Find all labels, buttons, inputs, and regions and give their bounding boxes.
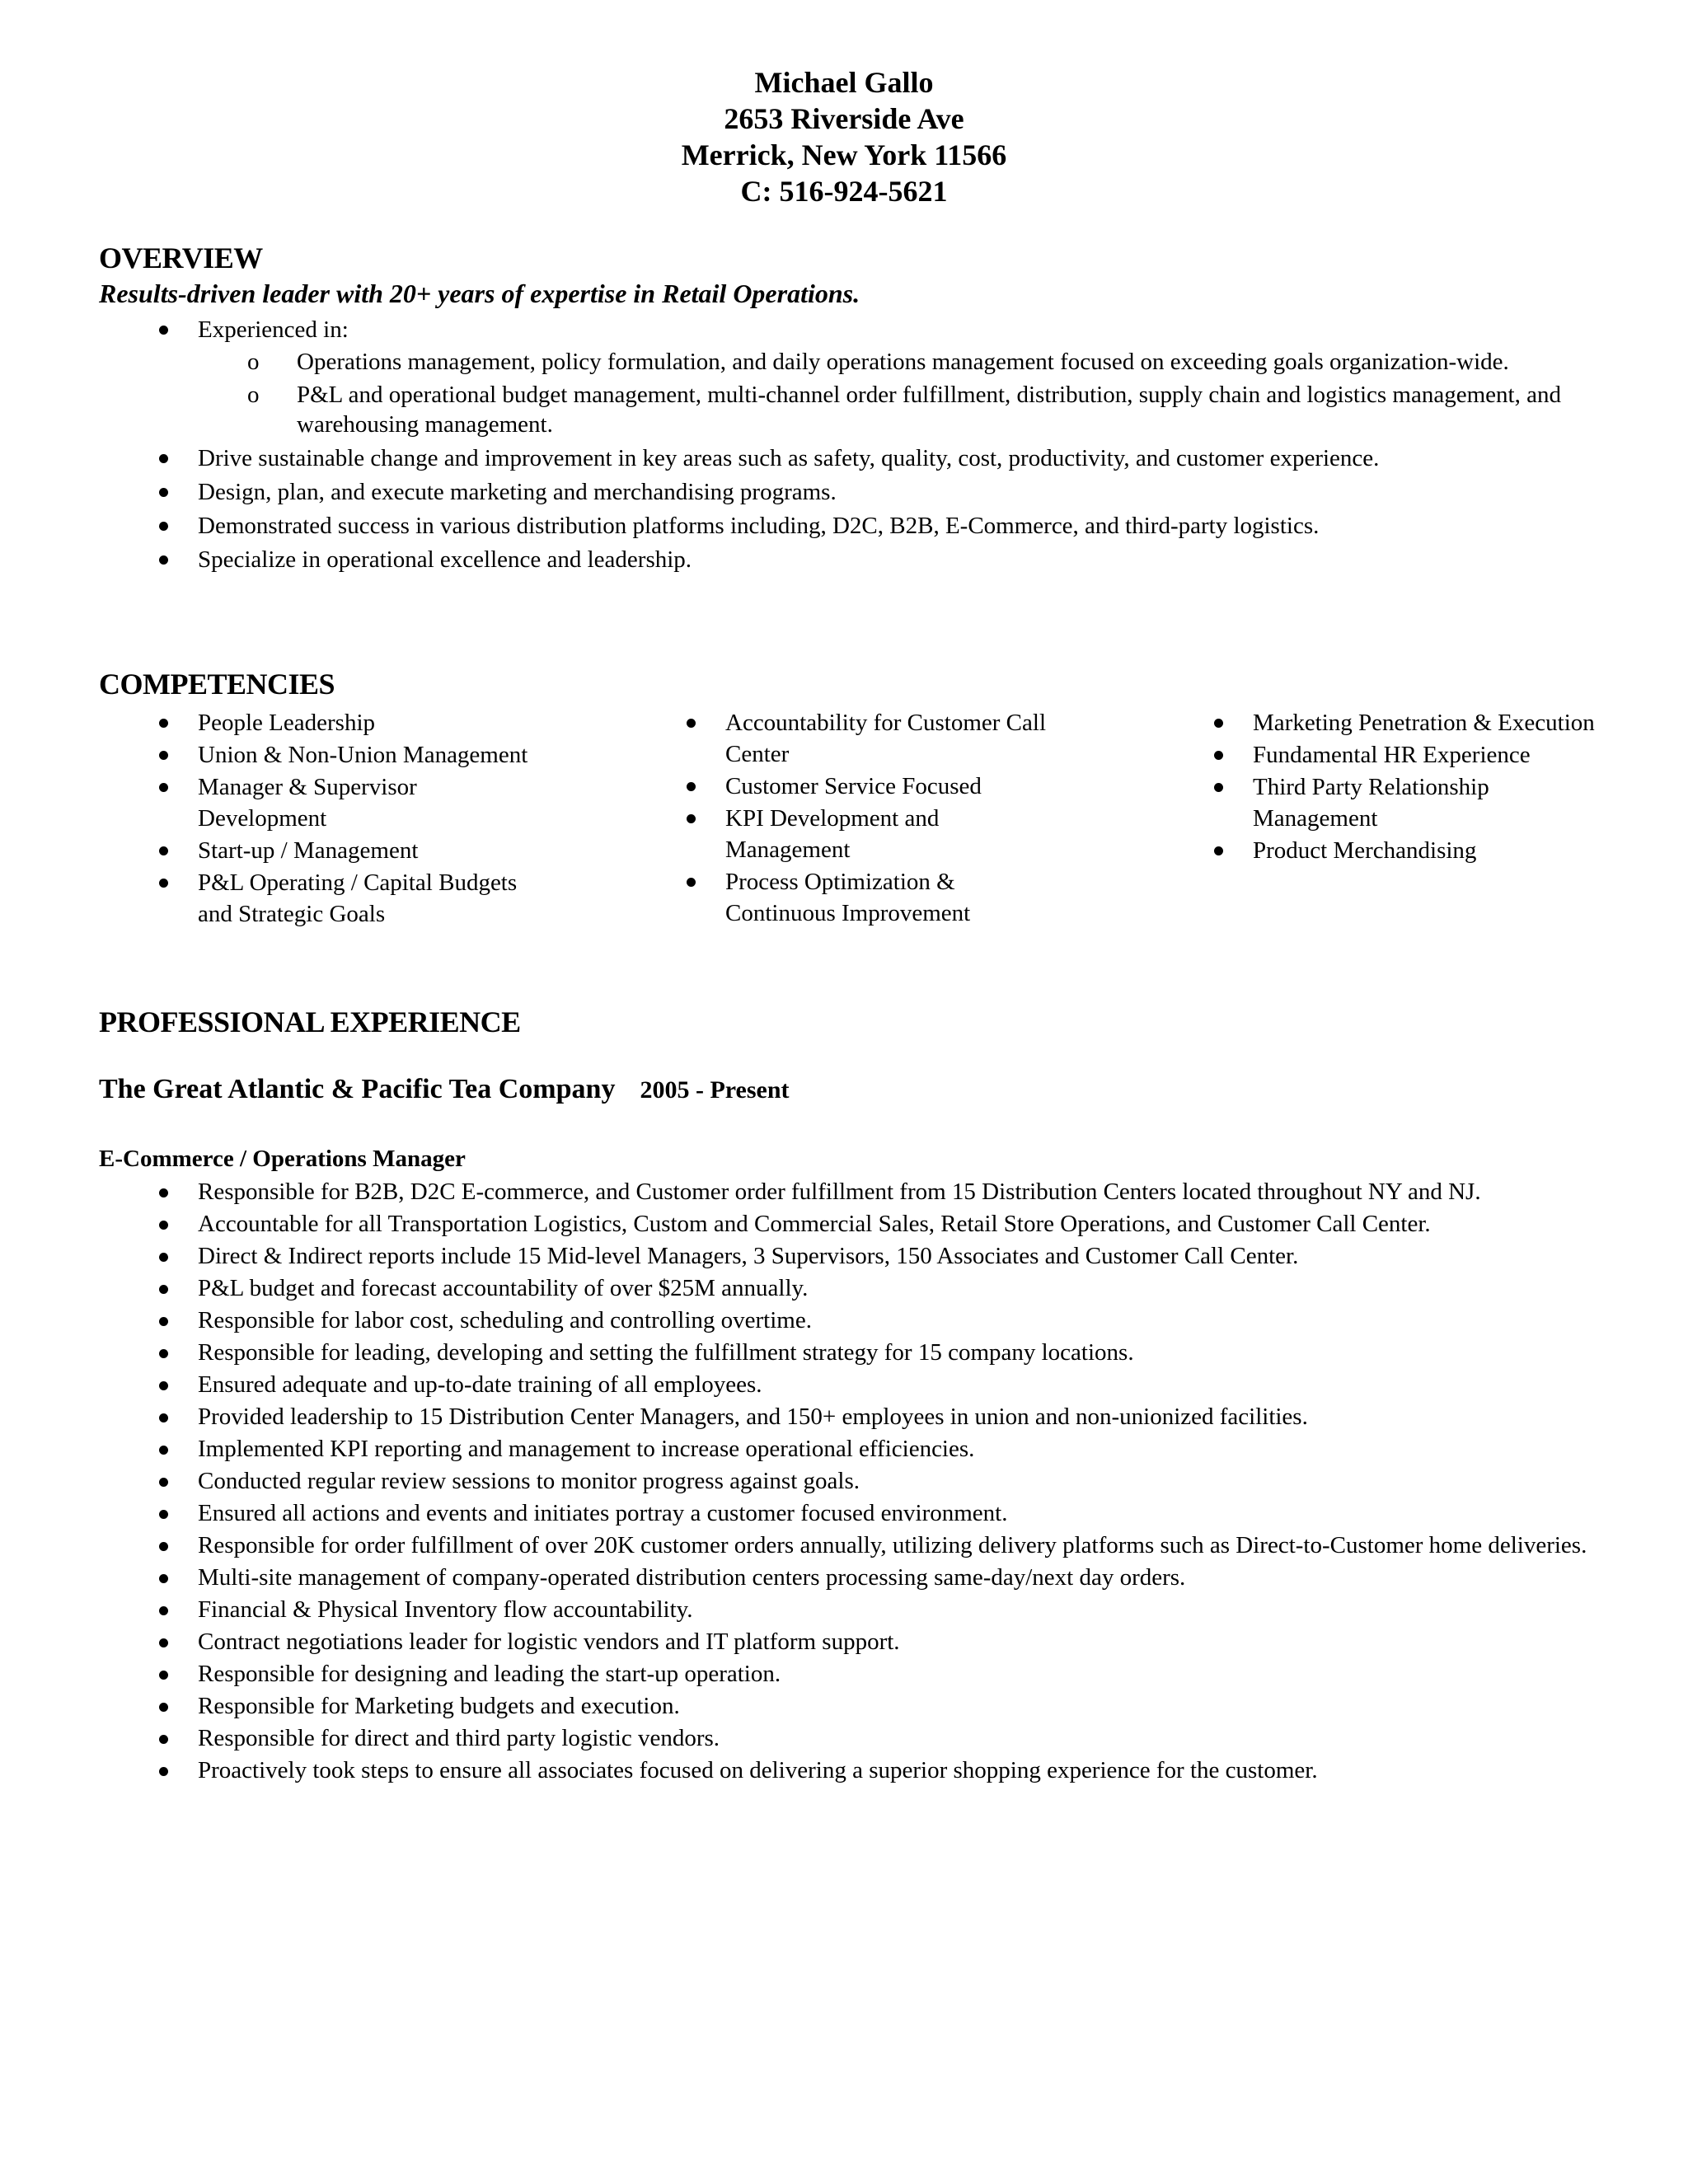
bullet-icon (159, 1446, 168, 1455)
item-text: Contract negotiations leader for logistic vendors and IT platform support. (198, 1629, 900, 1655)
list-item (198, 544, 1599, 575)
hollow-bullet-icon: o (247, 382, 260, 408)
bullet-icon (159, 1735, 168, 1744)
bullet-icon (159, 1510, 168, 1519)
list-item (198, 1755, 1615, 1786)
city-state-zip: Merrick, New York 11566 (681, 138, 1007, 171)
item-text: Responsible for designing and leading the start-up operation. (198, 1661, 781, 1687)
item-text: Implemented KPI reporting and management to increase operational efficiencies. (198, 1436, 975, 1462)
item-text: Customer Service Focused (725, 773, 982, 799)
bullet-icon (159, 326, 168, 335)
list-item (198, 1691, 1615, 1722)
list-item (198, 314, 1599, 439)
bullet-icon (159, 488, 168, 497)
bullet-icon (159, 1285, 168, 1294)
list-item (198, 707, 536, 738)
item-text: KPI Development and Management (725, 805, 940, 863)
street-address: 2653 Riverside Ave (724, 102, 964, 135)
item-text: Product Merchandising (1253, 837, 1477, 864)
experience-heading: PROFESSIONAL EXPERIENCE (99, 1005, 521, 1038)
list-item (198, 1338, 1615, 1368)
bullet-icon (1214, 846, 1223, 855)
experience-list (198, 1177, 1615, 1788)
bullet-icon (1214, 783, 1223, 792)
list-item (198, 1595, 1615, 1625)
bullet-icon (159, 1767, 168, 1776)
item-text: Direct & Indirect reports include 15 Mid-level Managers, 3 Supervisors, 150 Associates and Customer Call Center. (198, 1243, 1299, 1269)
bullet-icon (687, 719, 696, 728)
competencies-column-1 (198, 707, 536, 930)
item-text: Ensured adequate and up-to-date training of all employees. (198, 1371, 762, 1398)
list-item (1253, 835, 1607, 866)
bullet-icon (159, 1221, 168, 1230)
item-text: Demonstrated success in various distribution platforms including, D2C, B2B, E-Commerce, and third-party logistics. (198, 513, 1320, 539)
bullet-icon (1214, 719, 1223, 728)
item-text: Provided leadership to 15 Distribution Center Managers, and 150+ employees in union and non-unionized facilities. (198, 1404, 1308, 1430)
list-item (198, 1305, 1615, 1336)
list-item (198, 1241, 1615, 1272)
item-text: Fundamental HR Experience (1253, 742, 1531, 768)
list-item (198, 1177, 1615, 1207)
list-item (198, 1530, 1615, 1561)
bullet-icon (159, 846, 168, 855)
item-text: Accountable for all Transportation Logistics, Custom and Commercial Sales, Retail Store Operations, and Customer Call Center. (198, 1211, 1431, 1237)
item-text: Responsible for Marketing budgets and execution. (198, 1693, 680, 1719)
hollow-bullet-icon: o (247, 349, 260, 375)
list-item (198, 1723, 1615, 1754)
list-item (725, 707, 1063, 770)
overview-tagline: Results-driven leader with 20+ years of expertise in Retail Operations. (99, 279, 860, 308)
bullet-icon (159, 719, 168, 728)
bullet-icon (159, 1606, 168, 1615)
item-text: Financial & Physical Inventory flow accountability. (198, 1596, 693, 1623)
item-text: Responsible for leading, developing and setting the fulfillment strategy for 15 company locations. (198, 1339, 1134, 1366)
list-item (198, 867, 536, 930)
item-text: Ensured all actions and events and initiates portray a customer focused environment. (198, 1500, 1008, 1526)
item-text: Responsible for order fulfillment of over 20K customer orders annually, utilizing delivery platforms such as Direct-to-Customer home deliveries. (198, 1532, 1587, 1558)
bullet-icon (159, 1413, 168, 1422)
item-text: Marketing Penetration & Execution (1253, 710, 1595, 736)
bullet-icon (159, 1188, 168, 1197)
list-item (198, 1466, 1615, 1497)
company-line (99, 1073, 790, 1107)
list-item (198, 510, 1599, 541)
item-text: Specialize in operational excellence and leadership. (198, 546, 692, 573)
overview-sub-list (198, 347, 1599, 439)
contact-header (0, 64, 1688, 209)
sub-item-text: Operations management, policy formulation, and daily operations management focused on exceeding goals organization-wide. (297, 349, 1509, 375)
item-text: People Leadership (198, 710, 376, 736)
job-title: E-Commerce / Operations Manager (99, 1146, 466, 1172)
list-item (1253, 771, 1607, 834)
competencies-column-2 (725, 707, 1063, 930)
overview-heading: OVERVIEW (99, 241, 263, 274)
sub-list-item (247, 347, 1599, 377)
list-item (198, 739, 536, 771)
company-name: The Great Atlantic & Pacific Tea Company (99, 1074, 616, 1104)
bullet-icon (159, 783, 168, 792)
list-item (198, 1434, 1615, 1465)
candidate-name: Michael Gallo (754, 66, 934, 99)
competencies-heading: COMPETENCIES (99, 668, 335, 701)
bullet-icon (687, 878, 696, 887)
bullet-icon (159, 454, 168, 463)
bullet-icon (159, 751, 168, 760)
item-text: Responsible for labor cost, scheduling and controlling overtime. (198, 1307, 812, 1333)
item-text: P&L Operating / Capital Budgets and Strategic Goals (198, 869, 518, 927)
item-text: Third Party Relationship Management (1253, 774, 1489, 832)
list-item (198, 1273, 1615, 1304)
item-text: Responsible for B2B, D2C E-commerce, and Customer order fulfillment from 15 Distribution Centers located throughout NY and NJ. (198, 1179, 1481, 1205)
bullet-icon (159, 1381, 168, 1390)
bullet-icon (159, 522, 168, 531)
list-item (198, 1498, 1615, 1529)
item-text: P&L budget and forecast accountability of over $25M annually. (198, 1275, 809, 1301)
bullet-icon (1214, 751, 1223, 760)
list-item (1253, 739, 1607, 771)
item-text: Union & Non-Union Management (198, 742, 528, 768)
list-item (198, 1370, 1615, 1400)
bullet-icon (159, 1703, 168, 1712)
bullet-icon (159, 879, 168, 888)
sub-item-text: P&L and operational budget management, multi-channel order fulfillment, distribution, supply chain and logistics management, and warehousing management. (297, 382, 1561, 438)
list-item (198, 835, 536, 866)
competencies-column-3 (1253, 707, 1607, 867)
experienced-label: Experienced in: (198, 316, 349, 343)
list-item (725, 866, 1063, 929)
list-item (198, 1659, 1615, 1690)
bullet-icon (687, 782, 696, 791)
item-text: Multi-site management of company-operated distribution centers processing same-day/next day orders. (198, 1564, 1186, 1591)
bullet-icon (159, 1317, 168, 1326)
list-item (198, 1627, 1615, 1657)
item-text: Conducted regular review sessions to monitor progress against goals. (198, 1468, 860, 1494)
list-item (1253, 707, 1607, 738)
bullet-icon (159, 555, 168, 565)
list-item (198, 1563, 1615, 1593)
item-text: Start-up / Management (198, 837, 419, 864)
list-item (725, 771, 1063, 802)
list-item (198, 476, 1599, 508)
phone-number: C: 516-924-5621 (740, 175, 948, 208)
bullet-icon (159, 1349, 168, 1358)
list-item (725, 803, 1063, 865)
item-text: Process Optimization & Continuous Improvement (725, 869, 971, 926)
list-item (198, 771, 536, 834)
item-text: Design, plan, and execute marketing and merchandising programs. (198, 479, 837, 505)
bullet-icon (159, 1542, 168, 1551)
bullet-icon (159, 1574, 168, 1583)
bullet-icon (159, 1253, 168, 1262)
item-text: Manager & Supervisor Development (198, 774, 417, 832)
sub-list-item (247, 380, 1599, 439)
list-item (198, 1402, 1615, 1432)
employment-dates: 2005 - Present (640, 1076, 790, 1104)
list-item (198, 1209, 1615, 1240)
item-text: Accountability for Customer Call Center (725, 710, 1047, 767)
bullet-icon (159, 1478, 168, 1487)
overview-list (198, 314, 1599, 578)
bullet-icon (159, 1638, 168, 1647)
bullet-icon (687, 814, 696, 823)
item-text: Drive sustainable change and improvement in key areas such as safety, quality, cost, productivity, and customer experience. (198, 445, 1380, 471)
item-text: Responsible for direct and third party logistic vendors. (198, 1725, 720, 1751)
bullet-icon (159, 1671, 168, 1680)
list-item (198, 443, 1599, 474)
item-text: Proactively took steps to ensure all associates focused on delivering a superior shopping experience for the customer. (198, 1757, 1318, 1783)
